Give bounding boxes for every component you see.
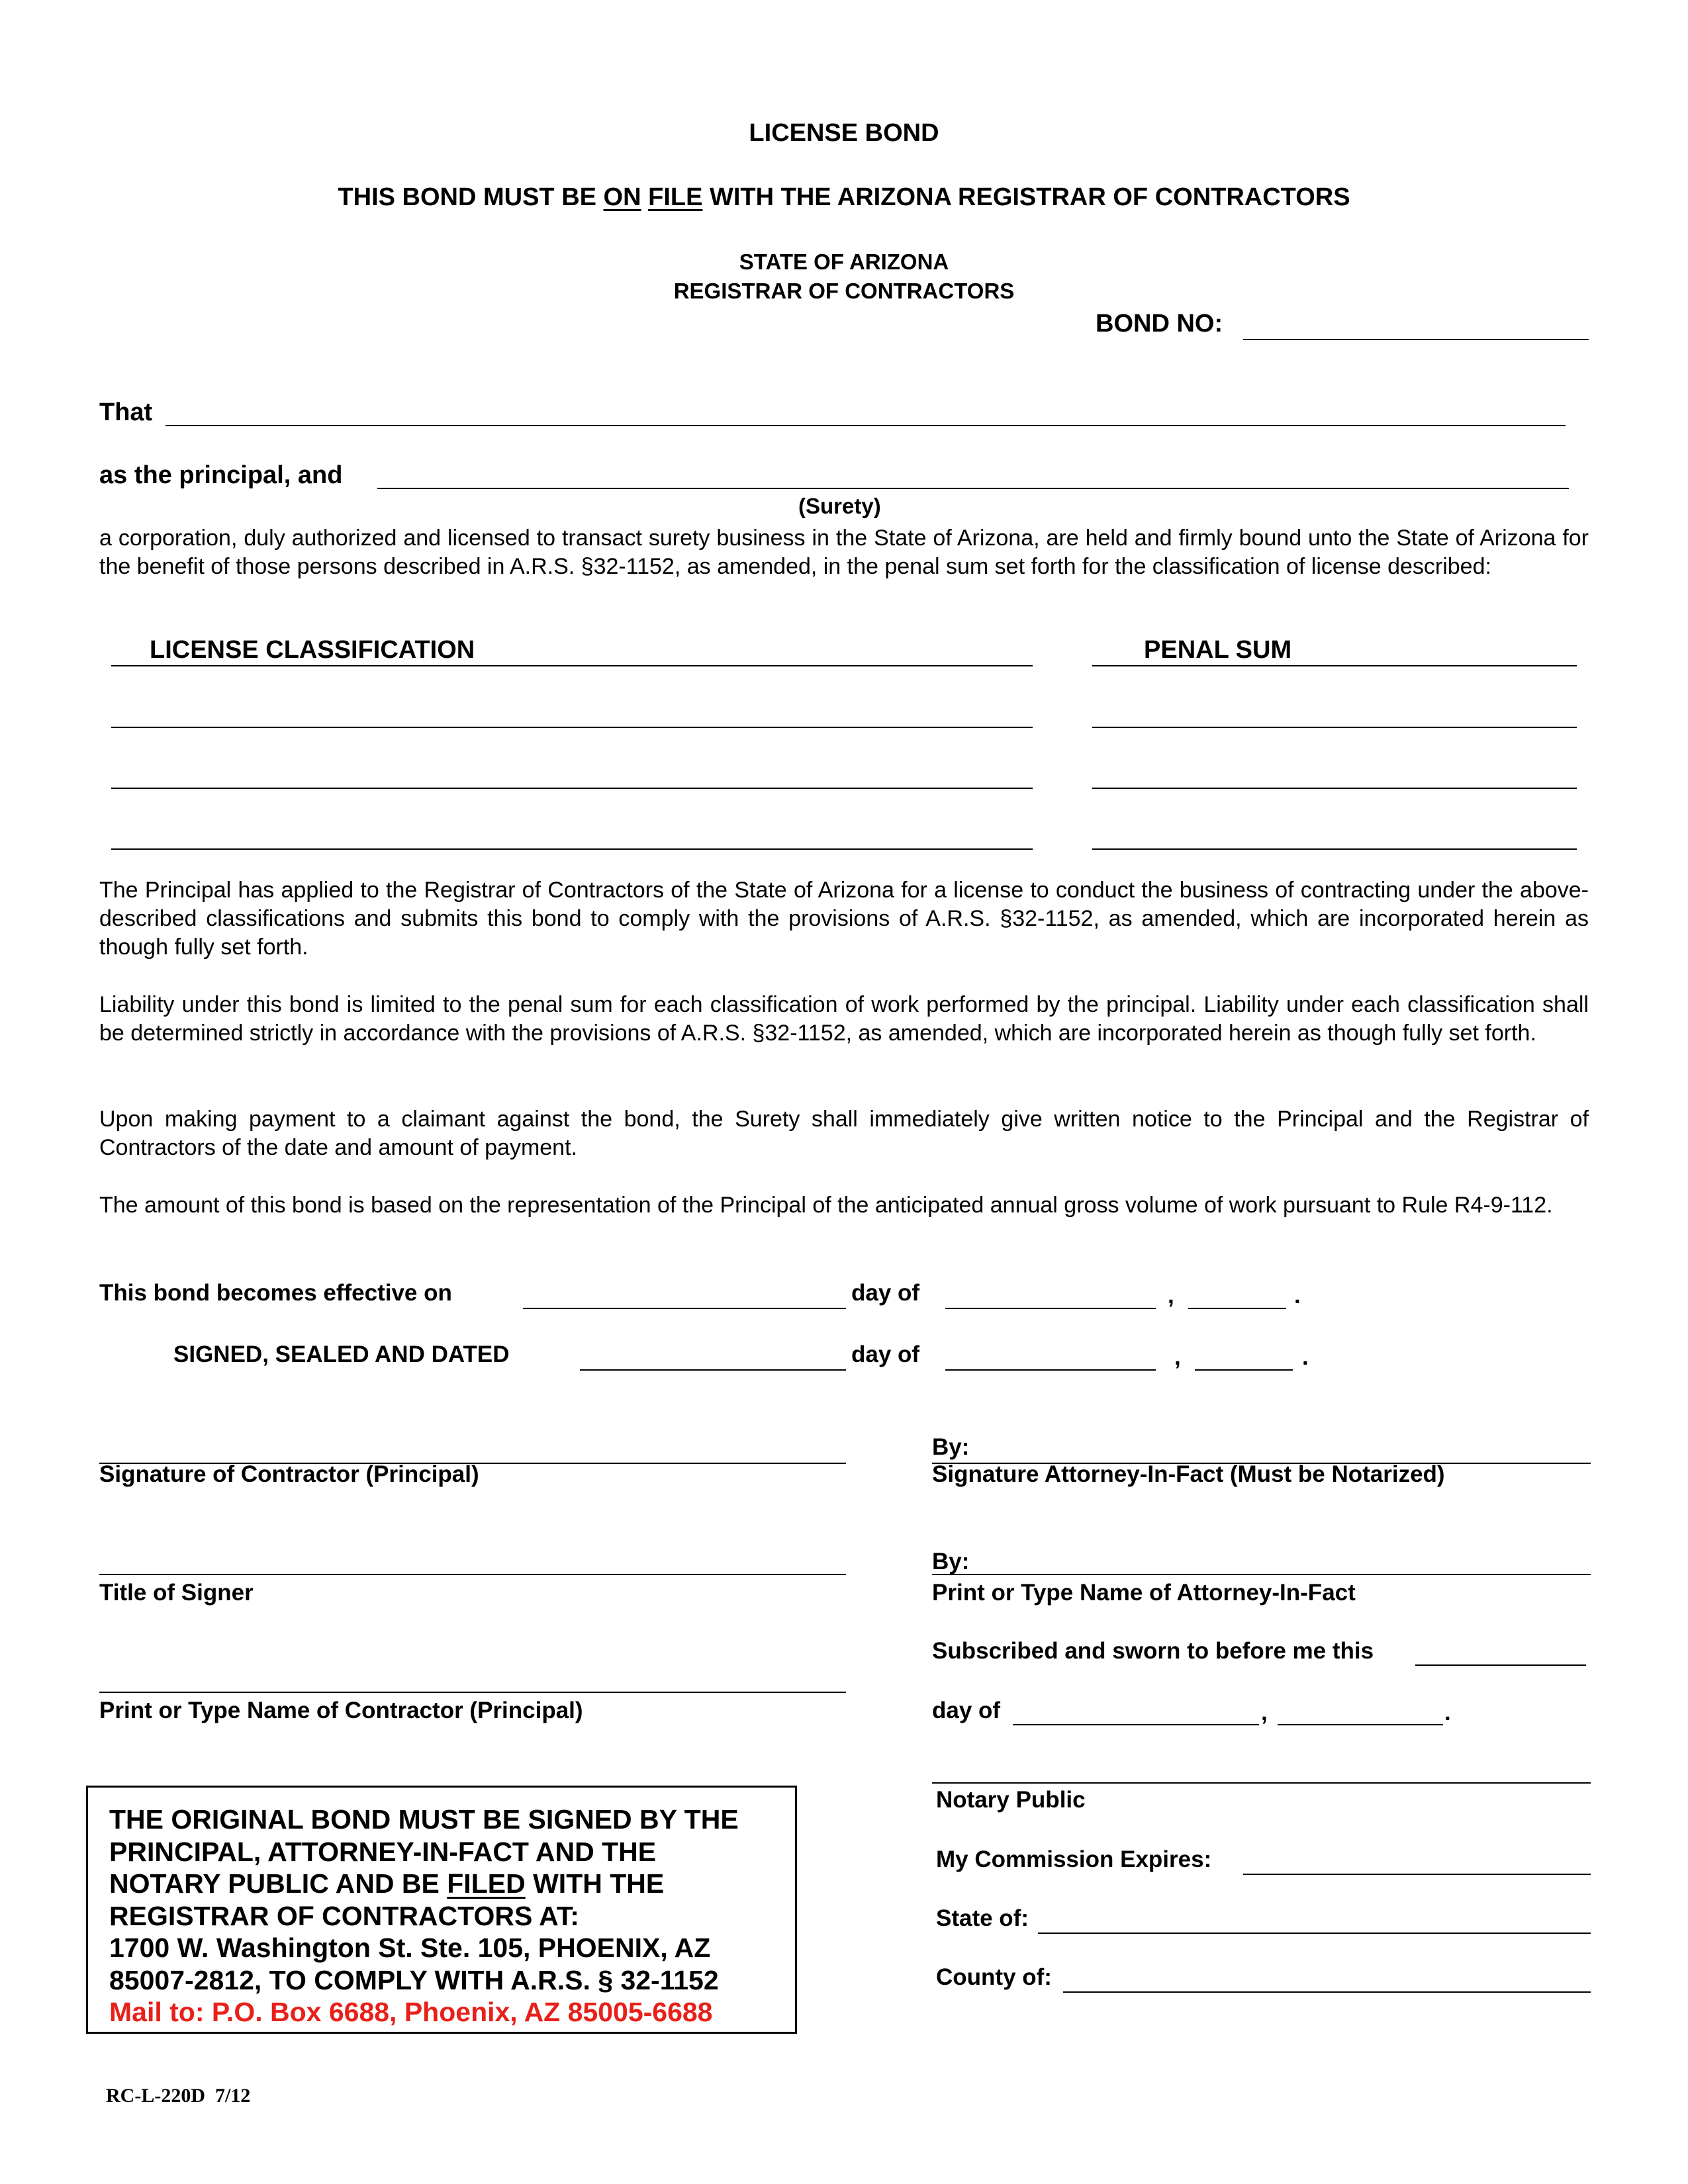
- title-of-signer-label: Title of Signer: [99, 1580, 254, 1606]
- notary-month-field[interactable]: [1013, 1724, 1259, 1725]
- filing-requirement-heading: [0, 183, 1688, 212]
- effective-period: .: [1294, 1283, 1301, 1308]
- heading-on: ON: [603, 183, 641, 211]
- box-line-3-filed: FILED: [447, 1868, 526, 1899]
- form-code: RC-L-220D 7/12: [106, 2085, 251, 2107]
- signed-comma: ,: [1174, 1344, 1181, 1370]
- box-line-3-pre: NOTARY PUBLIC AND BE: [109, 1868, 440, 1899]
- registrar-line: REGISTRAR OF CONTRACTORS: [673, 279, 1015, 303]
- penal-sum-field-3[interactable]: [1092, 848, 1577, 850]
- effective-day-of-label: day of: [851, 1280, 920, 1306]
- signed-day-of-label: day of: [851, 1342, 920, 1367]
- box-line-5: 1700 W. Washington St. Ste. 105, PHOENIX, AZ: [109, 1933, 711, 1963]
- attorney-signature-by-label: By:: [932, 1434, 970, 1460]
- county-of-label: County of:: [936, 1964, 1052, 1990]
- commission-expires-label: My Commission Expires:: [936, 1846, 1212, 1872]
- penal-sum-field-1[interactable]: [1092, 727, 1577, 728]
- attorney-signature-label: Signature Attorney-In-Fact (Must be Notarized): [932, 1461, 1445, 1487]
- notary-year-field[interactable]: [1278, 1724, 1443, 1725]
- paragraph-application: The Principal has applied to the Registrar of Contractors of the State of Arizona for a license to conduct the business of contracting under the above-described classifications and submits this bond to comply with the provisions of A.R.S. §32-1152, as amended, which are incorporated herein as though fully set forth.: [99, 878, 1589, 960]
- surety-field[interactable]: [377, 488, 1569, 489]
- attorney-name-field[interactable]: [932, 1574, 1591, 1575]
- notary-public-label: Notary Public: [936, 1787, 1086, 1813]
- heading-pre: THIS BOND MUST BE: [338, 183, 596, 211]
- paragraph-bond-amount: The amount of this bond is based on the representation of the Principal of the anticipated annual gross volume of work pursuant to Rule R4-9-112.: [99, 1193, 1553, 1218]
- document-title: LICENSE BOND: [749, 119, 939, 147]
- heading-post: WITH THE ARIZONA REGISTRAR OF CONTRACTORS: [710, 183, 1350, 211]
- principal-label: as the principal, and: [99, 461, 343, 489]
- contractor-name-field[interactable]: [99, 1692, 846, 1693]
- subscribed-day-field[interactable]: [1415, 1664, 1586, 1666]
- notary-period: .: [1444, 1700, 1451, 1725]
- that-label: That: [99, 398, 153, 426]
- state-of-field[interactable]: [1038, 1933, 1591, 1934]
- intro-paragraph: a corporation, duly authorized and licensed to transact surety business in the State of Arizona, are held and firmly bound unto the State of Arizona for the benefit of those persons described in A.R.S. §32-1152, as amended, in the penal sum set forth for the classification of license described:: [99, 525, 1589, 579]
- heading-file: FILE: [648, 183, 703, 211]
- box-line-2: PRINCIPAL, ATTORNEY-IN-FACT AND THE: [109, 1836, 657, 1867]
- effective-label: This bond becomes effective on: [99, 1280, 452, 1306]
- box-line-3: [109, 1868, 739, 1900]
- signed-day-field[interactable]: [580, 1369, 846, 1371]
- box-line-1: THE ORIGINAL BOND MUST BE SIGNED BY THE: [109, 1804, 739, 1835]
- penal-sum-header-line: [1092, 665, 1577, 666]
- penal-sum-field-2[interactable]: [1092, 788, 1577, 789]
- box-mail-address: Mail to: P.O. Box 6688, Phoenix, AZ 85005-6688: [109, 1997, 713, 2027]
- signed-sealed-label: SIGNED, SEALED AND DATED: [173, 1342, 510, 1367]
- surety-caption: (Surety): [798, 494, 881, 518]
- box-line-3-post: WITH THE: [533, 1868, 665, 1899]
- effective-year-field[interactable]: [1188, 1308, 1286, 1309]
- paragraph-liability: Liability under this bond is limited to the penal sum for each classification of work performed by the principal. Liability under each classification shall be determined strictly in accordance with the provisions of A.R.S. §32-1152, as amended, which are incorporated herein as though fully set forth.: [99, 992, 1589, 1046]
- classification-field-2[interactable]: [111, 788, 1033, 789]
- commission-expires-field[interactable]: [1243, 1874, 1591, 1875]
- box-line-6: 85007-2812, TO COMPLY WITH A.R.S. § 32-1152: [109, 1964, 719, 1995]
- bond-no-field[interactable]: [1243, 339, 1589, 340]
- effective-month-field[interactable]: [945, 1308, 1156, 1309]
- signed-month-field[interactable]: [945, 1369, 1156, 1371]
- classification-header-line: [111, 665, 1033, 666]
- notary-signature-field[interactable]: [932, 1782, 1591, 1784]
- subscribed-label: Subscribed and sworn to before me this: [932, 1638, 1374, 1664]
- title-of-signer-field[interactable]: [99, 1574, 846, 1575]
- attorney-name-by-label: By:: [932, 1549, 970, 1574]
- state-line: STATE OF ARIZONA: [739, 250, 949, 274]
- notary-comma: ,: [1261, 1700, 1268, 1725]
- signed-year-field[interactable]: [1195, 1369, 1293, 1371]
- attorney-name-label: Print or Type Name of Attorney-In-Fact: [932, 1580, 1356, 1606]
- contractor-signature-label: Signature of Contractor (Principal): [99, 1461, 479, 1487]
- bond-no-label: BOND NO:: [1096, 310, 1223, 338]
- notary-day-of-label: day of: [932, 1698, 1001, 1723]
- license-classification-header: LICENSE CLASSIFICATION: [150, 636, 475, 664]
- that-field[interactable]: [165, 425, 1566, 426]
- effective-comma: ,: [1168, 1283, 1174, 1308]
- penal-sum-header: PENAL SUM: [1144, 636, 1292, 664]
- state-of-label: State of:: [936, 1905, 1029, 1931]
- signed-period: .: [1302, 1344, 1309, 1370]
- classification-field-1[interactable]: [111, 727, 1033, 728]
- county-of-field[interactable]: [1063, 1991, 1591, 1993]
- classification-field-3[interactable]: [111, 848, 1033, 850]
- filing-instructions-box: [86, 1786, 797, 2034]
- paragraph-payment-notice: Upon making payment to a claimant against the bond, the Surety shall immediately give written notice to the Principal and the Registrar of Contractors of the date and amount of payment.: [99, 1107, 1589, 1160]
- effective-day-field[interactable]: [523, 1308, 846, 1309]
- contractor-name-label: Print or Type Name of Contractor (Principal): [99, 1698, 583, 1723]
- box-line-4: REGISTRAR OF CONTRACTORS AT:: [109, 1900, 579, 1931]
